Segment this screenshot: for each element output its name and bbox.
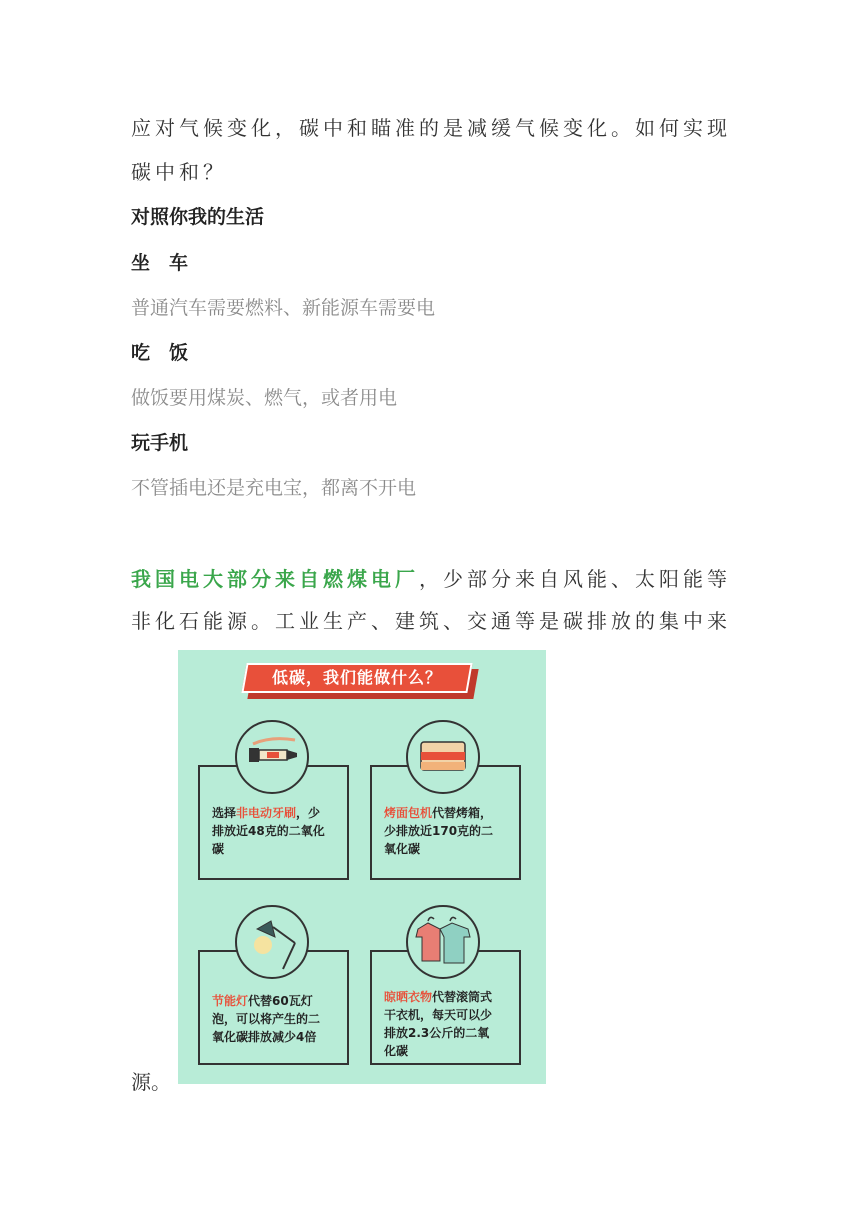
item-title-eat: 吃 饭	[131, 342, 189, 364]
energy-line-1	[131, 565, 731, 593]
energy-highlight: 我国电大部分来自燃煤电厂	[131, 567, 419, 591]
toothbrush-icon	[235, 720, 309, 794]
item-desc-eat: 做饭要用煤炭、燃气，或者用电	[131, 387, 398, 409]
clothes-hanger-icon	[406, 905, 480, 979]
section-title: 对照你我的生活	[131, 206, 265, 228]
toaster-icon	[406, 720, 480, 794]
lamp-icon	[235, 905, 309, 979]
infographic-banner	[244, 663, 478, 699]
item-title-phone: 玩手机	[131, 432, 189, 454]
item-desc-car: 普通汽车需要燃料、新能源车需要电	[131, 297, 436, 319]
banner-title: 低碳，我们能做什么？	[271, 668, 442, 687]
item-desc-phone: 不管插电还是充电宝，都离不开电	[131, 477, 417, 499]
tip-text-toothbrush: 选择非电动牙刷，少 排放近48克的二氧化 碳	[212, 806, 325, 856]
energy-line-1-rest: ，少部分来自风能、太阳能等	[419, 567, 731, 591]
low-carbon-infographic	[178, 650, 546, 1084]
intro-line-2: 碳中和？	[131, 160, 227, 184]
energy-line-2: 非化石能源。工业生产、建筑、交通等是碳排放的集中来	[131, 609, 731, 633]
energy-tail: 源。	[131, 1070, 171, 1094]
tip-text-clothes: 晾晒衣物代替滚筒式 干衣机，每天可以少 排放2.3公斤的二氧 化碳	[384, 990, 493, 1058]
tip-text-lamp: 节能灯代替60瓦灯 泡，可以将产生的二 氧化碳排放减少4倍	[212, 994, 321, 1044]
intro-line-1: 应对气候变化，碳中和瞄准的是减缓气候变化。如何实现	[131, 116, 731, 140]
item-title-car: 坐 车	[131, 252, 189, 274]
tip-text-toaster: 烤面包机代替烤箱， 少排放近170克的二 氧化碳	[384, 806, 494, 856]
